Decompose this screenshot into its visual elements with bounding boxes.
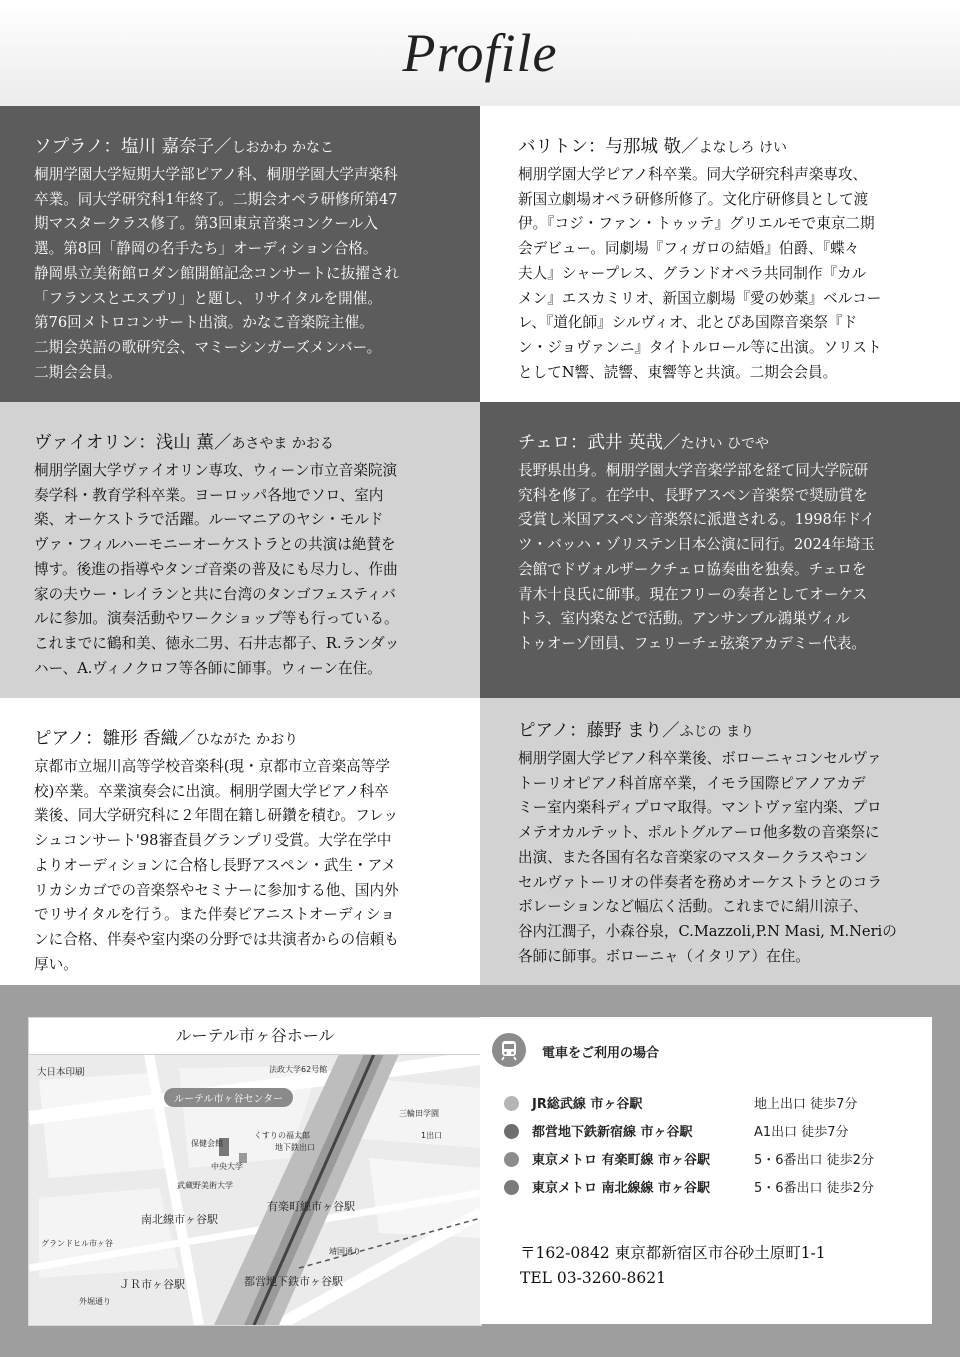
profile-card-piano-fujino <box>480 698 960 985</box>
access-title: 電車をご利用の場合 <box>542 1046 660 1061</box>
map-title: ルーテル市ヶ谷ホール <box>29 1018 481 1055</box>
profile-card-baritone <box>480 106 960 402</box>
line-dot <box>504 1180 519 1195</box>
profile-name: ソプラノ：塩川 嘉奈子／しおかわ かなこ <box>34 137 334 157</box>
profile-bio: 桐朋学園大学ピアノ科卒業。同大学研究科声楽専攻、 新国立劇場オペラ研修所修了。文化庁研修員として渡 伊。『コジ・ファン・トゥッテ』グリエルモで東京二期 会デビュー。同劇場『フィガロの結婚』伯爵、『蝶々 夫人』シャープレス、グランドオペラ共同制作『カル メン』エスカミリオ、新国立劇場『愛の妙薬』ベルコー レ、『道化師』シルヴィオ、北とぴあ国際音楽祭『ド ン・ジョヴァンニ』タイトルロール等に出演。ソリスト としてN響、読響、東響等と共演。二期会会員。 <box>518 166 882 381</box>
map-label-sotobori: 外堀通り <box>79 1297 111 1306</box>
header <box>0 0 960 106</box>
map-label-chikashutsu: 地下鉄出口 <box>275 1143 315 1152</box>
map-label-hoken: 保健会館 <box>191 1139 223 1148</box>
profile-name: ピアノ：雛形 香織／ひながた かおり <box>34 729 299 749</box>
profile-card-violin <box>0 402 480 698</box>
route-row <box>504 1149 924 1169</box>
profile-card-piano-hinagata <box>0 698 480 985</box>
line-dot <box>504 1124 519 1139</box>
footer-access <box>0 985 960 1357</box>
profile-bio: 京都市立堀川高等学校音楽科(現・京都市立音楽高等学 校)卒業。卒業演奏会に出演。桐朋学園大学ピアノ科卒 業後、同大学研究科に２年間在籍し研鑽を積む。フレッ シュコンサート'98審査員グランプリ受賞。大学在学中 よりオーディションに合格し長野アスペン・武生・アメ リカシカゴでの音楽祭やセミナーに参加する他、国内外 でリサイタルを行う。また伴奏ピアニストオーディショ ンに合格、伴奏や室内楽の分野では共演者からの信頼も 厚い。 <box>34 758 399 973</box>
route-line: JR総武線 市ヶ谷駅 <box>532 1097 643 1112</box>
map-label-jr-station: ＪＲ市ヶ谷駅 <box>119 1278 185 1291</box>
map-label-toei-station: 都営地下鉄市ヶ谷駅 <box>244 1275 343 1288</box>
venue-map <box>28 1017 482 1326</box>
profile-bio: 桐朋学園大学ヴァイオリン専攻、ウィーン市立音楽院演 奏学科・教育学科卒業。ヨーロッパ各地でソロ、室内 楽、オーケストラで活躍。ルーマニアのヤシ・モルド ヴァ・フィルハーモニーオーケストラとの共演は絶賛を 博す。後進の指導やタンゴ音楽の普及にも尽力し、作曲 家の夫ウー・レイランと共に台湾のタンゴフェスティバ ルに参加。演奏活動やワークショップ等も行っている。 これまでに鶴和美、徳永二男、石井志都子、R.ランダッ ハー、A.ヴィノクロフ等各師に師事。ウィーン在住。 <box>34 462 400 677</box>
route-row <box>504 1177 924 1197</box>
route-exit: 5・6番出口 徒歩2分 <box>754 1153 874 1168</box>
profile-name: ピアノ：藤野 まり／ふじの まり <box>518 721 755 741</box>
route-exit: 地上出口 徒歩7分 <box>754 1097 858 1112</box>
map-label-yasukuni: 靖国通り <box>329 1247 361 1256</box>
line-dot <box>504 1152 519 1167</box>
route-line: 東京メトロ 有楽町線 市ヶ谷駅 <box>532 1153 711 1168</box>
profile-card-soprano <box>0 106 480 402</box>
profile-bio: 桐朋学園大学短期大学部ピアノ科、桐朋学園大学声楽科 卒業。同大学研究科1年終了。二期会オペラ研修所第47 期マスタークラス修了。第3回東京音楽コンクール入 選。第8回「静岡の名手たち」オーディション合格。 静岡県立美術館ロダン館開館記念コンサートに抜擢され 「フランスとエスプリ」と題し、リサイタルを開催。 第76回メトロコンサート出演。かなこ音楽院主催。 二期会英語の歌研究会、マミーシンガーズメンバー。 二期会会員。 <box>34 166 399 381</box>
map-label-kusuri: くすりの福太郎 <box>254 1131 310 1140</box>
map-label-musabi: 武蔵野美術大学 <box>177 1181 233 1190</box>
route-line: 都営地下鉄新宿線 市ヶ谷駅 <box>532 1125 693 1140</box>
map-label-chuo: 中央大学 <box>211 1162 243 1171</box>
page-title: Profile <box>402 23 558 83</box>
map-venue-marker: ルーテル市ヶ谷センター <box>164 1088 293 1107</box>
profile-bio: 桐朋学園大学ピアノ科卒業後、ボローニャコンセルヴァ トーリオピアノ科首席卒業，イモラ国際ピアノアカデ ミー室内楽科ディプロマ取得。マントヴァ室内楽、プロ メテオカルテット、ポルトグルアーロ他多数の音楽祭に 出演、また各国有名な音楽家のマスタークラスやコン セルヴァトーリオの伴奏者を務めオーケストラとのコラ ボレーションなど幅広く活動。これまでに絹川涼子、 谷内江潤子，小森谷泉，C.Mazzoli,P.N Masi, M.Neriの 各師に師事。ボローニャ（イタリア）在住。 <box>518 750 897 965</box>
access-info <box>480 1017 932 1324</box>
map-label-exit1: 1出口 <box>421 1131 443 1140</box>
route-row <box>504 1121 924 1141</box>
route-exit: A1出口 徒歩7分 <box>754 1125 849 1140</box>
route-exit: 5・6番出口 徒歩2分 <box>754 1181 874 1196</box>
map-label-hosei: 法政大学62号館 <box>269 1065 328 1074</box>
map-label-mitsuwa: 三輪田学園 <box>399 1109 439 1118</box>
map-label-grandhill: グランドヒル市ヶ谷 <box>41 1239 113 1248</box>
profile-card-cello <box>480 402 960 698</box>
route-line: 東京メトロ 南北線線 市ヶ谷駅 <box>532 1181 711 1196</box>
profile-name: ヴァイオリン：浅山 薫／あさやま かおる <box>34 433 334 453</box>
profile-name: バリトン：与那城 敬／よなしろ けい <box>518 137 788 157</box>
route-row <box>504 1093 924 1113</box>
venue-phone: TEL 03-3260-8621 <box>520 1269 666 1287</box>
map-label-nanboku-station: 南北線市ヶ谷駅 <box>141 1213 218 1226</box>
line-dot <box>504 1096 519 1111</box>
profile-name: チェロ：武井 英哉／たけい ひでや <box>518 433 769 453</box>
map-label-dainippon: 大日本印刷 <box>37 1067 85 1078</box>
venue-address: 〒162-0842 東京都新宿区市谷砂土原町1-1 <box>520 1244 826 1262</box>
train-icon <box>492 1033 526 1067</box>
profile-bio: 長野県出身。桐朋学園大学音楽学部を経て同大学院研 究科を修了。在学中、長野アスペン音楽祭で奨励賞を 受賞し米国アスペン音楽祭に派遣される。1998年ドイ ツ・バッハ・ゾリステン日本公演に同行。2024年埼玉 会館でドヴォルザークチェロ協奏曲を独奏。チェロを 青木十良氏に師事。現在フリーの奏者としてオーケス トラ、室内楽などで活動。アンサンブル鴻巣ヴィル トゥオーゾ団員、フェリーチェ弦楽アカデミー代表。 <box>518 462 875 652</box>
map-label-yurakucho-station: 有楽町線市ヶ谷駅 <box>267 1200 355 1213</box>
